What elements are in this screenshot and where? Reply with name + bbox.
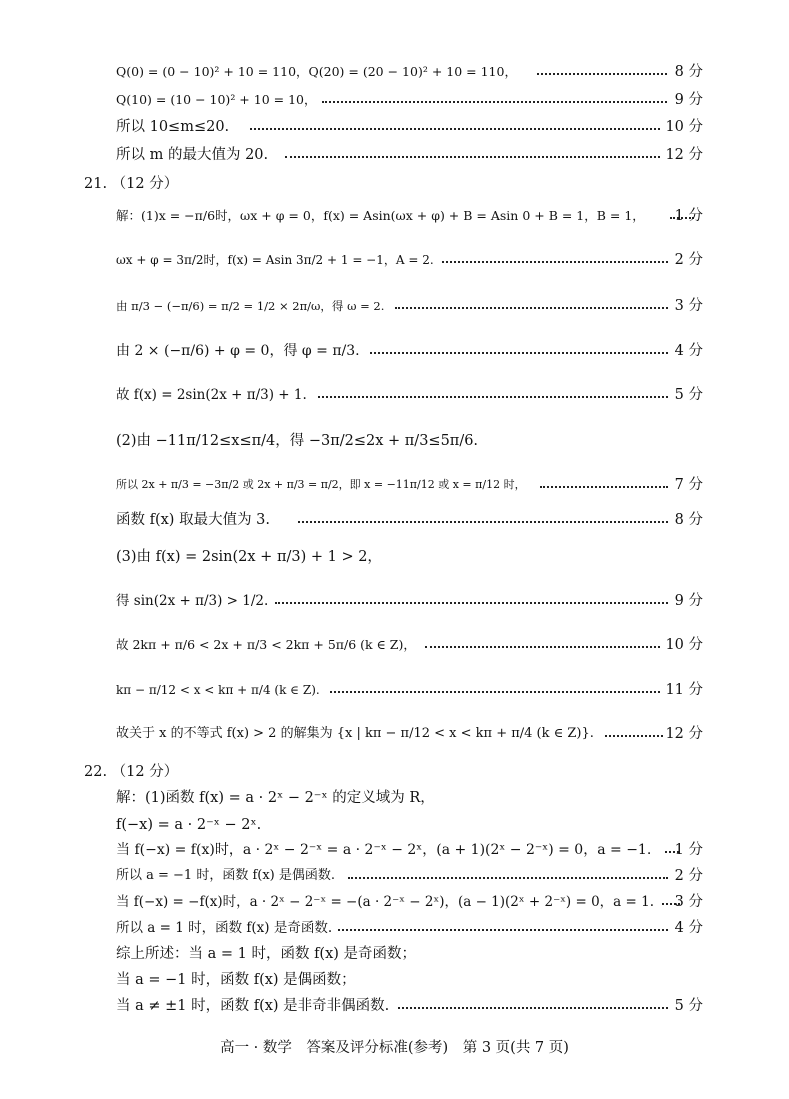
line-text: (2)由 −11π/12≤x≤π/4，得 −3π/2≤2x + π/3≤5π/6. [116,433,479,449]
score-label: 8 分 [674,64,703,80]
answer-line [0,813,789,837]
answer-line [0,864,789,888]
answer-line [0,383,789,407]
line-text: 函数 f(x) 取最大值为 3. [116,512,271,528]
line-text: 故 f(x) = 2sin(2x + π/3) + 1. [116,387,307,403]
answer-line [0,942,789,966]
line-text: f(−x) = a · 2⁻ˣ − 2ˣ. [116,817,262,833]
answer-line [0,722,789,746]
line-text: ωx + φ = 3π/2时，f(x) = Asin 3π/2 + 1 = −1，A = 2. [116,253,434,267]
score-label: 10 分 [665,119,703,135]
leader-dots [318,383,668,407]
leader-dots [275,589,668,613]
answer-line [0,339,789,363]
line-text: 由 π/3 − (−π/6) = π/2 = 1/2 × 2π/ω，得 ω = 2. [116,299,385,313]
line-text: 故 2kπ + π/6 < 2x + π/3 < 2kπ + 5π/6 (k ∈ Z)， [116,637,416,652]
answer-line [0,143,789,167]
answer-line [0,473,789,497]
line-text: 由 2 × (−π/6) + φ = 0，得 φ = π/3. [116,343,360,359]
answer-line [0,786,789,810]
score-label: 3 分 [674,298,703,314]
leader-dots [285,143,660,167]
answer-line [0,916,789,940]
answer-line [0,429,789,453]
score-label: 9 分 [674,92,703,108]
score-label: 3 分 [674,894,703,910]
answer-line [0,508,789,532]
line-text: 解：(1)函数 f(x) = a · 2ˣ − 2⁻ˣ 的定义域为 R， [116,790,435,806]
leader-dots [250,115,660,139]
line-text: 当 a ≠ ±1 时，函数 f(x) 是非奇非偶函数. [116,998,390,1014]
answer-line [0,294,789,318]
line-text: 所以 a = −1 时，函数 f(x) 是偶函数. [116,868,336,883]
question-number: 21. （12 分） [84,176,179,192]
line-text: 得 sin(2x + π/3) > 1/2. [116,593,269,609]
score-label: 1 分 [674,842,703,858]
leader-dots [330,678,660,702]
score-label: 9 分 [674,593,703,609]
line-text: 所以 m 的最大值为 20. [116,147,269,163]
score-label: 8 分 [674,512,703,528]
line-text: Q(10) = (10 − 10)² + 10 = 10， [116,92,317,107]
line-text: kπ − π/12 < x < kπ + π/4 (k ∈ Z). [116,683,320,697]
score-label: 2 分 [674,868,703,884]
leader-dots [298,508,668,532]
line-text: 所以 2x + π/3 = −3π/2 或 2x + π/3 = π/2，即 x = −11π/12 或 x = π/12 时， [116,478,526,491]
answer-line [0,248,789,272]
answer-line [0,204,789,228]
leader-dots [605,722,663,746]
line-text: 综上所述：当 a = 1 时，函数 f(x) 是奇函数； [116,946,417,962]
answer-line [0,838,789,862]
score-label: 5 分 [674,387,703,403]
score-label: 10 分 [665,637,703,653]
question-heading [0,760,789,784]
line-text: (3)由 f(x) = 2sin(2x + π/3) + 1 > 2， [116,549,382,565]
answer-line [0,545,789,569]
leader-dots [537,60,667,84]
answer-line [0,88,789,112]
question-number: 22. （12 分） [84,764,179,780]
line-text: 解：(1)x = −π/6时，ωx + φ = 0，f(x) = Asin(ωx + φ) + B = Asin 0 + B = 1，B = 1， [116,208,645,223]
answer-line [0,678,789,702]
leader-dots [398,994,668,1018]
leader-dots [425,633,660,657]
line-text: 所以 a = 1 时，函数 f(x) 是奇函数. [116,920,333,936]
answer-line [0,60,789,84]
score-label: 11 分 [665,682,703,698]
score-label: 1 分 [674,208,703,224]
answer-line [0,994,789,1018]
line-text: 所以 10≤m≤20. [116,119,230,135]
answer-line [0,968,789,992]
leader-dots [322,88,667,112]
score-label: 4 分 [674,920,703,936]
line-text: Q(0) = (0 − 10)² + 10 = 110，Q(20) = (20 − 10)² + 10 = 110， [116,64,517,79]
score-label: 12 分 [665,726,703,742]
leader-dots [370,339,668,363]
answer-line [0,890,789,914]
leader-dots [442,248,668,272]
question-heading [0,172,789,196]
line-text: 当 a = −1 时，函数 f(x) 是偶函数； [116,972,356,988]
leader-dots [348,864,668,888]
page-footer: 高一 · 数学 答案及评分标准(参考) 第 3 页(共 7 页) [220,1040,569,1056]
line-text: 故关于 x 的不等式 f(x) > 2 的解集为 {x | kπ − π/12 < x < kπ + π/4 (k ∈ Z)}. [116,726,594,741]
score-label: 12 分 [665,147,703,163]
answer-line [0,115,789,139]
line-text: 当 f(−x) = −f(x)时，a · 2ˣ − 2⁻ˣ = −(a · 2⁻ˣ − 2ˣ)，(a − 1)(2ˣ + 2⁻ˣ) = 0，a = 1. [116,894,655,910]
score-label: 2 分 [674,252,703,268]
score-label: 5 分 [674,998,703,1014]
leader-dots [395,294,668,318]
line-text: 当 f(−x) = f(x)时，a · 2ˣ − 2⁻ˣ = a · 2⁻ˣ − 2ˣ，(a + 1)(2ˣ − 2⁻ˣ) = 0，a = −1. [116,842,652,858]
score-label: 7 分 [674,477,703,493]
leader-dots [338,916,668,940]
answer-line [0,633,789,657]
leader-dots [540,473,668,497]
answer-line [0,589,789,613]
score-label: 4 分 [674,343,703,359]
